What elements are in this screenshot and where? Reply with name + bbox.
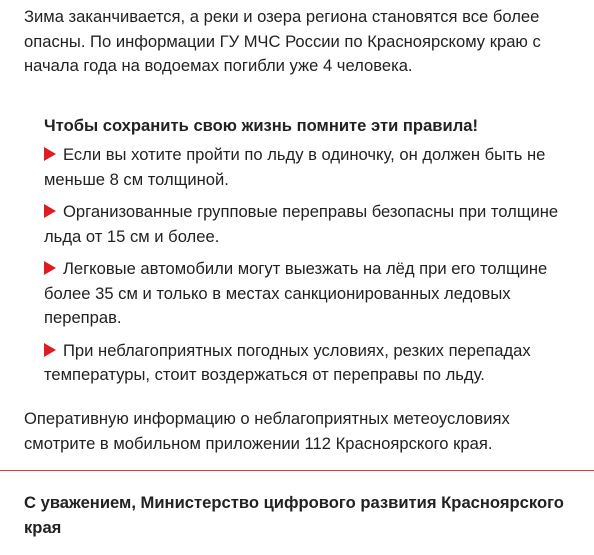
rule-item — [44, 143, 572, 192]
rules-title: Чтобы сохранить свою жизнь помните эти правила! — [44, 116, 478, 135]
rule-text: Организованные групповые переправы безопасны при толщине льда от 15 см и более. — [44, 202, 559, 246]
safety-rules-section — [44, 114, 572, 396]
intro-paragraph: Зима заканчивается, а реки и озера региона становятся все более опасны. По информации ГУ МЧС России по Красноярскому краю с начала года на водоемах погибли уже 4 человека. — [24, 7, 541, 75]
outro-paragraph: Оперативную информацию о неблагоприятных метеоусловиях смотрите в мобильном приложении 112 Красноярского края. — [24, 409, 510, 453]
rule-text: Легковые автомобили могут выезжать на лёд при его толщине более 35 см и только в местах санкционированных ледовых переправ. — [44, 259, 548, 327]
red-triangle-bullet-icon — [44, 261, 56, 275]
red-triangle-bullet-icon — [44, 147, 56, 161]
signature: С уважением, Министерство цифрового развития Красноярского края — [24, 493, 564, 537]
rule-item — [44, 339, 572, 388]
rule-item — [44, 257, 572, 331]
rule-text: Если вы хотите пройти по льду в одиночку, он должен быть не меньше 8 см толщиной. — [44, 145, 546, 189]
red-triangle-bullet-icon — [44, 343, 56, 357]
rule-text: При неблагоприятных погодных условиях, резких перепадах температуры, стоит воздержаться от переправы по льду. — [44, 340, 531, 384]
divider — [0, 470, 594, 471]
red-triangle-bullet-icon — [44, 204, 56, 218]
rule-item — [44, 200, 572, 249]
